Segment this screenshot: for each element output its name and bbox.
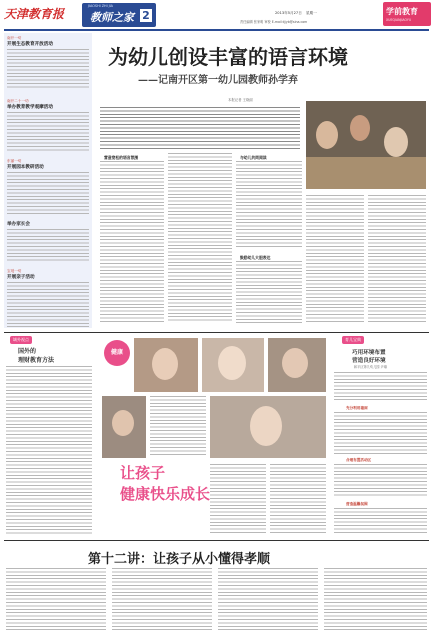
sidebar-item-category: 宝坻一幼 [7, 269, 22, 273]
parenting-subhead: 充分利用墙面 [346, 406, 368, 410]
article-column [306, 195, 364, 323]
feature-badge: 健康 [104, 340, 130, 366]
abroad-headline [18, 346, 54, 364]
masthead [0, 0, 433, 30]
abroad-headline-line: 国外的 [18, 348, 37, 355]
date-text: 2013年5月27日 [275, 11, 302, 15]
abroad-column [4, 336, 94, 536]
parenting-author: 和平区第九幼儿园 尹瑜 [354, 365, 387, 369]
article-column [168, 153, 232, 323]
sidebar-item [7, 36, 89, 89]
sidebar-item-body [7, 282, 89, 328]
masthead-rule [4, 29, 429, 31]
article-column [100, 161, 164, 323]
sidebar-item [7, 221, 89, 263]
parenting-column [332, 336, 429, 536]
paper-name: 天津教育报 [4, 7, 65, 21]
sidebar-item-body [7, 49, 89, 89]
feature-body [270, 464, 326, 534]
sidebar-item-body [7, 229, 89, 263]
photo-figure [282, 348, 308, 378]
section-banner [82, 3, 156, 27]
photo-figure [112, 410, 134, 436]
section-divider [4, 332, 429, 333]
sidebar [4, 33, 92, 328]
abroad-tag: 域外视点 [10, 336, 32, 344]
parenting-headline-line: 巧用环境布置 [352, 350, 386, 356]
lecture-column [112, 568, 212, 632]
parenting-subhead: 营造温馨氛围 [346, 502, 368, 506]
photo-figure [350, 115, 370, 141]
sidebar-item-category: 东丽一幼 [7, 159, 22, 163]
feature-photo [202, 338, 264, 392]
lecture-column [324, 568, 427, 632]
parenting-body [334, 412, 427, 454]
parenting-headline-line: 营造良好环境 [352, 358, 386, 364]
photo-table [306, 157, 426, 189]
photo-figure [316, 121, 338, 149]
abroad-headline-line: 理财教育方法 [18, 357, 55, 364]
feature-photo [268, 338, 326, 392]
feature-photo [210, 396, 326, 458]
photo-figure [152, 348, 178, 380]
parenting-body [334, 508, 427, 534]
sidebar-item-body [7, 172, 89, 216]
photo-figure [218, 346, 246, 380]
parenting-tag: 育儿宝典 [342, 336, 364, 344]
article-column [236, 161, 302, 249]
main-article-photo [306, 101, 426, 189]
parenting-body [334, 464, 427, 498]
feature-body [210, 464, 266, 534]
feature-title-line: 让孩子 [120, 464, 166, 482]
main-article-byline: 本报记者 王晓丽 [228, 98, 253, 102]
sidebar-item [7, 269, 89, 328]
main-article-title: 为幼儿创设丰富的语言环境 [108, 45, 348, 69]
sidebar-item-body [7, 112, 89, 152]
main-article-subtitle: ——记南开区第一幼儿园教师孙学弃 [138, 75, 298, 86]
feature-photo [134, 338, 198, 392]
right-section-pinyin: XUEQIANJIAOYU [386, 18, 412, 22]
article-column [368, 195, 426, 323]
section-title: 教师之家 [90, 11, 134, 24]
article-column [236, 261, 302, 323]
abroad-body [6, 366, 92, 534]
sidebar-item-headline: 开展园本教研活动 [7, 165, 44, 170]
section-divider [4, 540, 429, 541]
editor-line: 责任编辑 张家明 审校 E-mail:tjjyb@sina.com [240, 20, 308, 24]
right-section-title: 学前教育 [386, 7, 418, 16]
parenting-subhead: 合理布置活动区 [346, 458, 372, 462]
section-pinyin: JIAOSHI ZHI JIA [88, 4, 113, 8]
sidebar-item-headline: 举办家长会 [7, 222, 30, 227]
feature-title [120, 462, 210, 504]
sidebar-item-headline: 开展生态教育开放活动 [7, 42, 53, 47]
feature-body [150, 396, 206, 456]
day-text: 星期一 [305, 11, 317, 15]
feature-panel [98, 336, 328, 536]
main-article-lede [100, 107, 300, 149]
parenting-body [334, 372, 427, 402]
lecture-section [4, 542, 429, 634]
issue-date [275, 11, 317, 16]
sidebar-item [7, 159, 89, 216]
photo-figure [384, 127, 408, 157]
sidebar-item-category: 南开二十一幼 [7, 99, 29, 103]
section-number: 2 [140, 9, 152, 22]
sidebar-item-headline: 开展亲子活动 [7, 275, 35, 280]
parenting-headline [352, 348, 386, 364]
lecture-title: 第十二讲：让孩子从小懂得孝顺 [88, 552, 271, 567]
feature-photo [102, 396, 146, 458]
lecture-column [6, 568, 106, 632]
feature-title-line: 健康快乐成长 [120, 485, 211, 503]
main-article [96, 33, 429, 328]
article-subhead: 营造宽松的语言氛围 [104, 155, 139, 160]
article-subhead: 与幼儿共同阅读 [240, 155, 267, 160]
right-section-banner [383, 2, 431, 26]
sidebar-item-headline: 举办教育教学观摩活动 [7, 105, 53, 110]
sidebar-item [7, 99, 89, 152]
article-subhead: 鼓励幼儿大胆表达 [240, 255, 271, 260]
sidebar-item-category: 南开一幼 [7, 36, 22, 40]
lecture-column [218, 568, 318, 632]
photo-figure [250, 406, 282, 446]
